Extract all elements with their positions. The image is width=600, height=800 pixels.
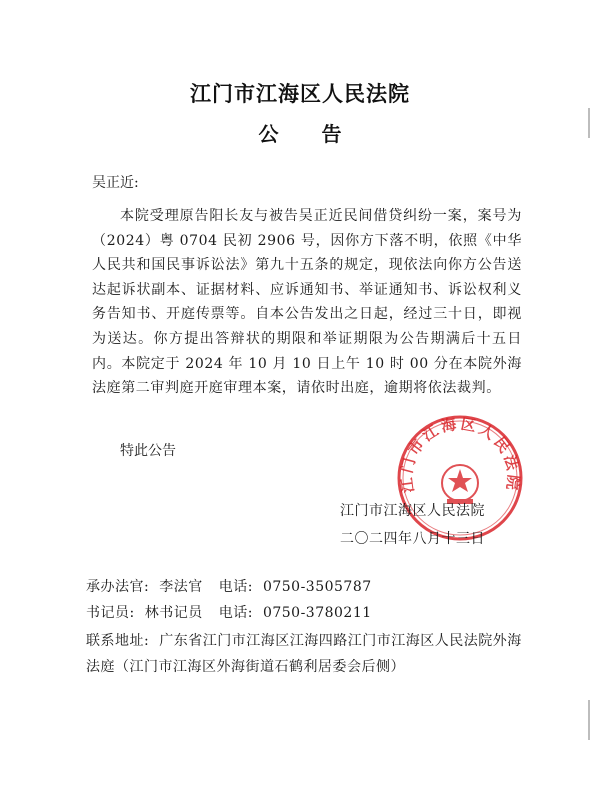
clerk-phone-label: 电话:: [218, 605, 253, 621]
judge-label: 承办法官:: [86, 579, 150, 595]
judge-contact-line: [86, 576, 372, 596]
clerk-label: 书记员:: [86, 605, 135, 621]
court-seal-stamp: [395, 413, 525, 543]
closing-phrase: 特此公告: [120, 443, 176, 459]
signature-court: 江门市江海区人民法院: [340, 503, 485, 519]
clerk-phone: 0750-3780211: [262, 605, 372, 621]
court-title: 江门市江海区人民法院: [190, 81, 410, 106]
svg-text:江门市江海区人民法院: 江门市江海区人民法院: [397, 414, 523, 494]
address-label: 联系地址:: [86, 633, 150, 649]
signature-date: 二〇二四年八月十三日: [340, 531, 485, 547]
clerk-contact-line: [86, 602, 372, 622]
notice-title: 公 告: [258, 122, 360, 146]
emblem-icon: [442, 465, 478, 504]
scan-edge-mark: [588, 108, 590, 138]
address-line: [86, 628, 526, 680]
judge-phone-label: 电话:: [218, 579, 253, 595]
addressee: 吴正近:: [92, 175, 139, 191]
judge-name: 李法官: [159, 579, 203, 595]
judge-phone: 0750-3505787: [262, 579, 372, 595]
clerk-name: 林书记员: [144, 605, 203, 621]
notice-body: 本院受理原告阳长友与被告吴正近民间借贷纠纷一案，案号为（2024）粤 0704 民初 2906 号，因你方下落不明，依照《中华人民共和国民事诉讼法》第九十五条的规定，现依法向你方公告送达起诉状副本、证据材料、应诉通知书、举证通知书、诉讼权利义务告知书、开庭传票等。自本公告发出之日起，经过三十日，即视为送达。你方提出答辩状的期限和举证期限为公告期满后十五日内。本院定于 2024 年 10 月 10 日上午 10 时 00 分在本院外海法庭第二审判庭开庭审理本案，请依时出庭，逾期将依法裁判。: [92, 208, 522, 397]
address-text: 广东省江门市江海区江海四路江门市江海区人民法院外海法庭（江门市江海区外海街道石鹤利居委会后侧）: [86, 633, 522, 675]
scan-edge-mark: [588, 700, 590, 740]
